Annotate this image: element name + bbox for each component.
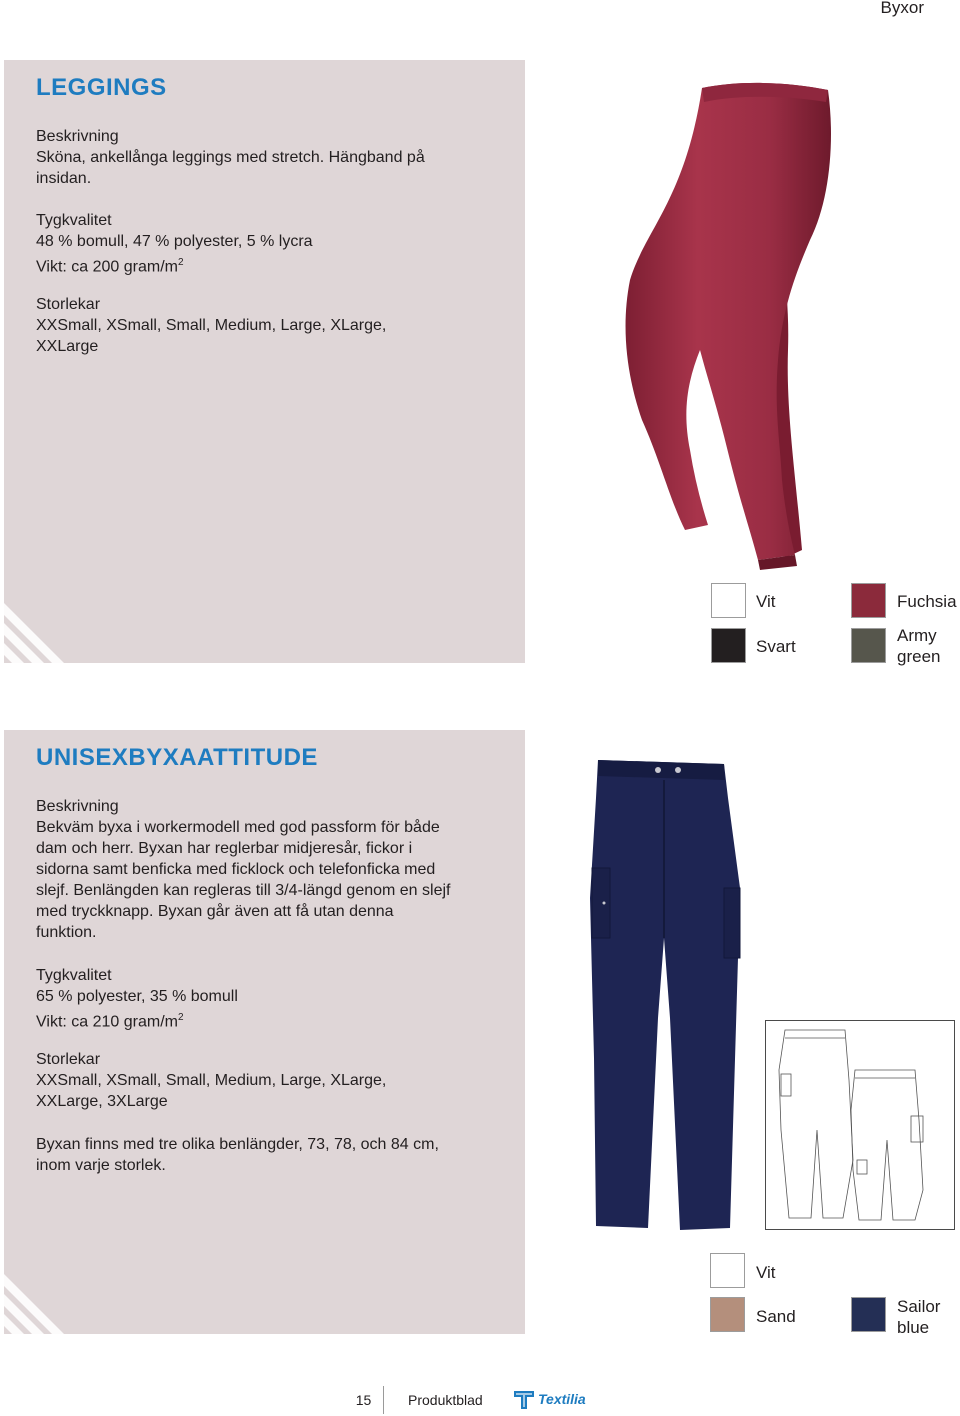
page-number: 15 [344, 1386, 384, 1414]
color-swatch-sand [710, 1297, 745, 1332]
color-swatch-white [711, 583, 746, 618]
fabric-weight-text: Vikt: ca 200 gram/m [36, 258, 178, 276]
sizes-label: Storlekar [36, 296, 101, 313]
color-label: Sand [756, 1307, 796, 1326]
unisex-fabric [36, 965, 506, 1032]
fabric-weight-unit: 2 [177, 1012, 184, 1023]
sizes-line: XXSmall, XSmall, Small, Medium, Large, XLarge, [36, 317, 387, 334]
color-swatch-black [711, 628, 746, 663]
corner-stripes-decoration [4, 1264, 74, 1334]
corner-stripes-decoration [4, 593, 74, 663]
color-label [897, 1296, 940, 1338]
description-line: sidorna samt benficka med ficklock och telefonficka med [36, 861, 436, 878]
color-swatch-army-green [851, 628, 886, 663]
color-label [897, 625, 940, 667]
leggings-product-image [590, 80, 860, 570]
color-swatch-sailor-blue [851, 1297, 886, 1332]
logo-mark-icon [512, 1389, 536, 1411]
leggings-panel [4, 60, 525, 663]
description-line: Sköna, ankellånga leggings med stretch. Hängband på [36, 149, 425, 166]
sizes-line: XXLarge, 3XLarge [36, 1093, 168, 1110]
fabric-composition: 48 % bomull, 47 % polyester, 5 % lycra [36, 233, 313, 250]
color-label: Fuchsia [897, 592, 957, 611]
logo-text: Textilia [538, 1391, 586, 1407]
unisex-sizes [36, 1049, 506, 1112]
color-label-line: Army [897, 626, 937, 645]
sizes-line: XXLarge [36, 338, 99, 355]
trousers-product-image [588, 758, 744, 1232]
fabric-composition: 65 % polyester, 35 % bomull [36, 988, 238, 1005]
color-swatch-fuchsia [851, 583, 886, 618]
unisex-description [36, 796, 506, 943]
color-label: Vit [756, 1263, 776, 1282]
sizes-line: XXSmall, XSmall, Small, Medium, Large, XLarge, [36, 1072, 387, 1089]
leggings-sizes [36, 294, 506, 357]
description-line: insidan. [36, 170, 92, 187]
description-line: Bekväm byxa i workermodell med god passform för både [36, 819, 440, 836]
color-label-line: blue [897, 1318, 930, 1337]
leggings-description [36, 126, 506, 189]
technical-drawing [765, 1020, 955, 1230]
description-label: Beskrivning [36, 128, 119, 145]
textilia-logo [512, 1387, 586, 1413]
description-line: funktion. [36, 924, 97, 941]
fabric-label: Tygkvalitet [36, 967, 112, 984]
footer-label: Produktblad [408, 1392, 483, 1408]
color-swatch-white [710, 1253, 745, 1288]
unisex-length-note [36, 1134, 506, 1176]
fabric-weight-text: Vikt: ca 210 gram/m [36, 1013, 178, 1031]
description-line: slejf. Benlängden kan regleras till 3/4-längd genom en slejf [36, 882, 451, 899]
note-line: inom varje storlek. [36, 1157, 166, 1174]
description-line: med tryckknapp. Byxan går även att få utan denna [36, 903, 394, 920]
fabric-weight-unit: 2 [177, 257, 184, 268]
description-label: Beskrivning [36, 798, 119, 815]
section-header: Byxor [880, 0, 924, 17]
unisex-title: UNISEXBYXAATTITUDE [36, 744, 318, 771]
color-label: Svart [756, 637, 796, 656]
leggings-title: LEGGINGS [36, 74, 167, 101]
color-label-line: green [897, 647, 941, 666]
leggings-fabric [36, 210, 506, 277]
fabric-weight [36, 252, 506, 277]
note-line: Byxan finns med tre olika benlängder, 73, 78, och 84 cm, [36, 1136, 439, 1153]
color-label: Vit [756, 592, 776, 611]
unisex-panel [4, 730, 525, 1334]
fabric-label: Tygkvalitet [36, 212, 112, 229]
description-line: dam och herr. Byxan har reglerbar midjeresår, fickor i [36, 840, 413, 857]
fabric-weight [36, 1007, 506, 1032]
sizes-label: Storlekar [36, 1051, 101, 1068]
color-label-line: Sailor [897, 1297, 941, 1316]
